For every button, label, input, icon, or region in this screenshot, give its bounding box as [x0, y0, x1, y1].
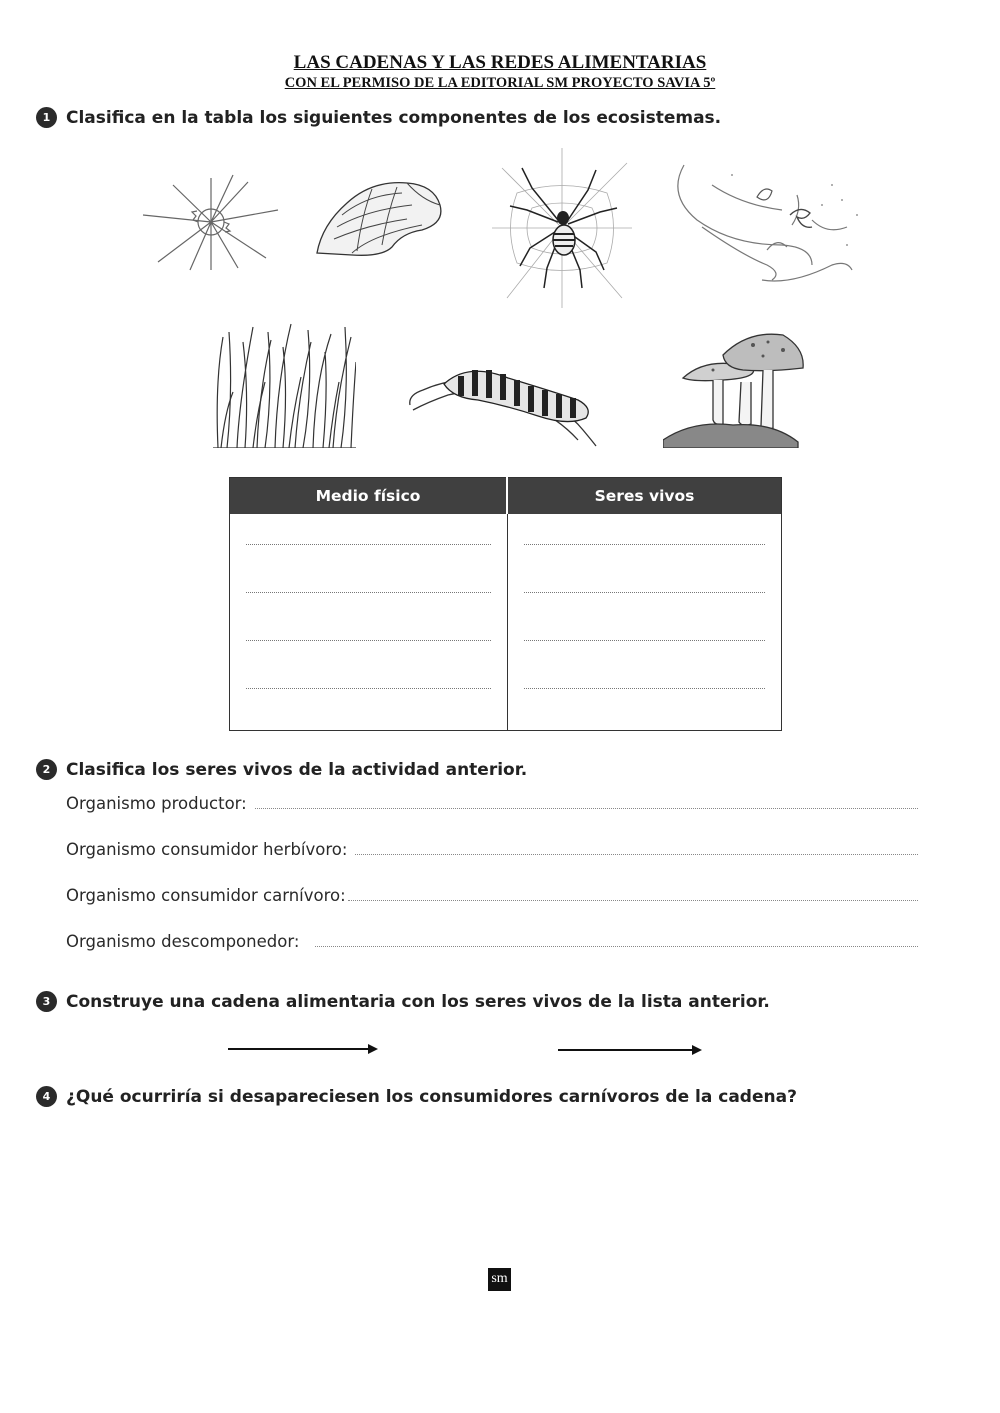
organism-herbivore-line — [66, 840, 918, 859]
answer-line[interactable] — [246, 641, 491, 689]
grass-icon — [213, 322, 356, 448]
question-1 — [36, 107, 721, 128]
organism-label: Organismo consumidor carnívoro: — [66, 886, 346, 905]
organism-label: Organismo consumidor herbívoro: — [66, 840, 348, 859]
question-number: 1 — [36, 107, 57, 128]
answer-line[interactable] — [355, 840, 918, 855]
question-number: 4 — [36, 1086, 57, 1107]
mushrooms-icon — [663, 330, 808, 448]
arrow-right-icon — [228, 1042, 380, 1056]
rock-icon — [312, 175, 447, 260]
question-text: ¿Qué ocurriría si desapareciesen los consumidores carnívoros de la cadena? — [66, 1086, 797, 1107]
answer-line[interactable] — [246, 545, 491, 593]
question-3 — [36, 991, 770, 1012]
logo-text: sm — [491, 1271, 508, 1286]
answer-line[interactable] — [524, 514, 766, 545]
organism-decomposer-line — [66, 932, 918, 951]
question-text: Construye una cadena alimentaria con los seres vivos de la lista anterior. — [66, 991, 770, 1012]
spider-icon — [492, 148, 632, 308]
sun-icon — [138, 170, 283, 280]
question-text: Clasifica los seres vivos de la actividad anterior. — [66, 759, 528, 780]
classification-table — [229, 477, 782, 731]
question-2 — [36, 759, 527, 780]
organism-carnivore-line — [66, 886, 918, 905]
caterpillar-icon — [408, 350, 598, 448]
answer-line[interactable] — [315, 932, 918, 947]
organism-producer-line — [66, 794, 918, 813]
medio-fisico-column — [230, 514, 508, 731]
page-title: LAS CADENAS Y LAS REDES ALIMENTARIAS — [293, 52, 707, 73]
question-4 — [36, 1086, 797, 1107]
question-number: 3 — [36, 991, 57, 1012]
seres-vivos-column — [507, 514, 782, 731]
organism-label: Organismo descomponedor: — [66, 932, 300, 951]
answer-line[interactable] — [524, 545, 766, 593]
question-number: 2 — [36, 759, 57, 780]
arrow-right-icon — [558, 1043, 704, 1057]
answer-line[interactable] — [524, 641, 766, 689]
answer-line[interactable] — [246, 514, 491, 545]
answer-line[interactable] — [348, 886, 918, 901]
answer-line[interactable] — [246, 593, 491, 641]
sm-logo — [488, 1268, 511, 1291]
header-medio-fisico: Medio físico — [230, 478, 508, 515]
answer-line[interactable] — [255, 794, 918, 809]
answer-line[interactable] — [524, 593, 766, 641]
organism-label: Organismo productor: — [66, 794, 247, 813]
page-subtitle: CON EL PERMISO DE LA EDITORIAL SM PROYECTO SAVIA 5º — [284, 75, 716, 91]
wind-icon — [672, 155, 870, 290]
header-seres-vivos: Seres vivos — [507, 478, 782, 515]
question-text: Clasifica en la tabla los siguientes componentes de los ecosistemas. — [66, 107, 722, 128]
